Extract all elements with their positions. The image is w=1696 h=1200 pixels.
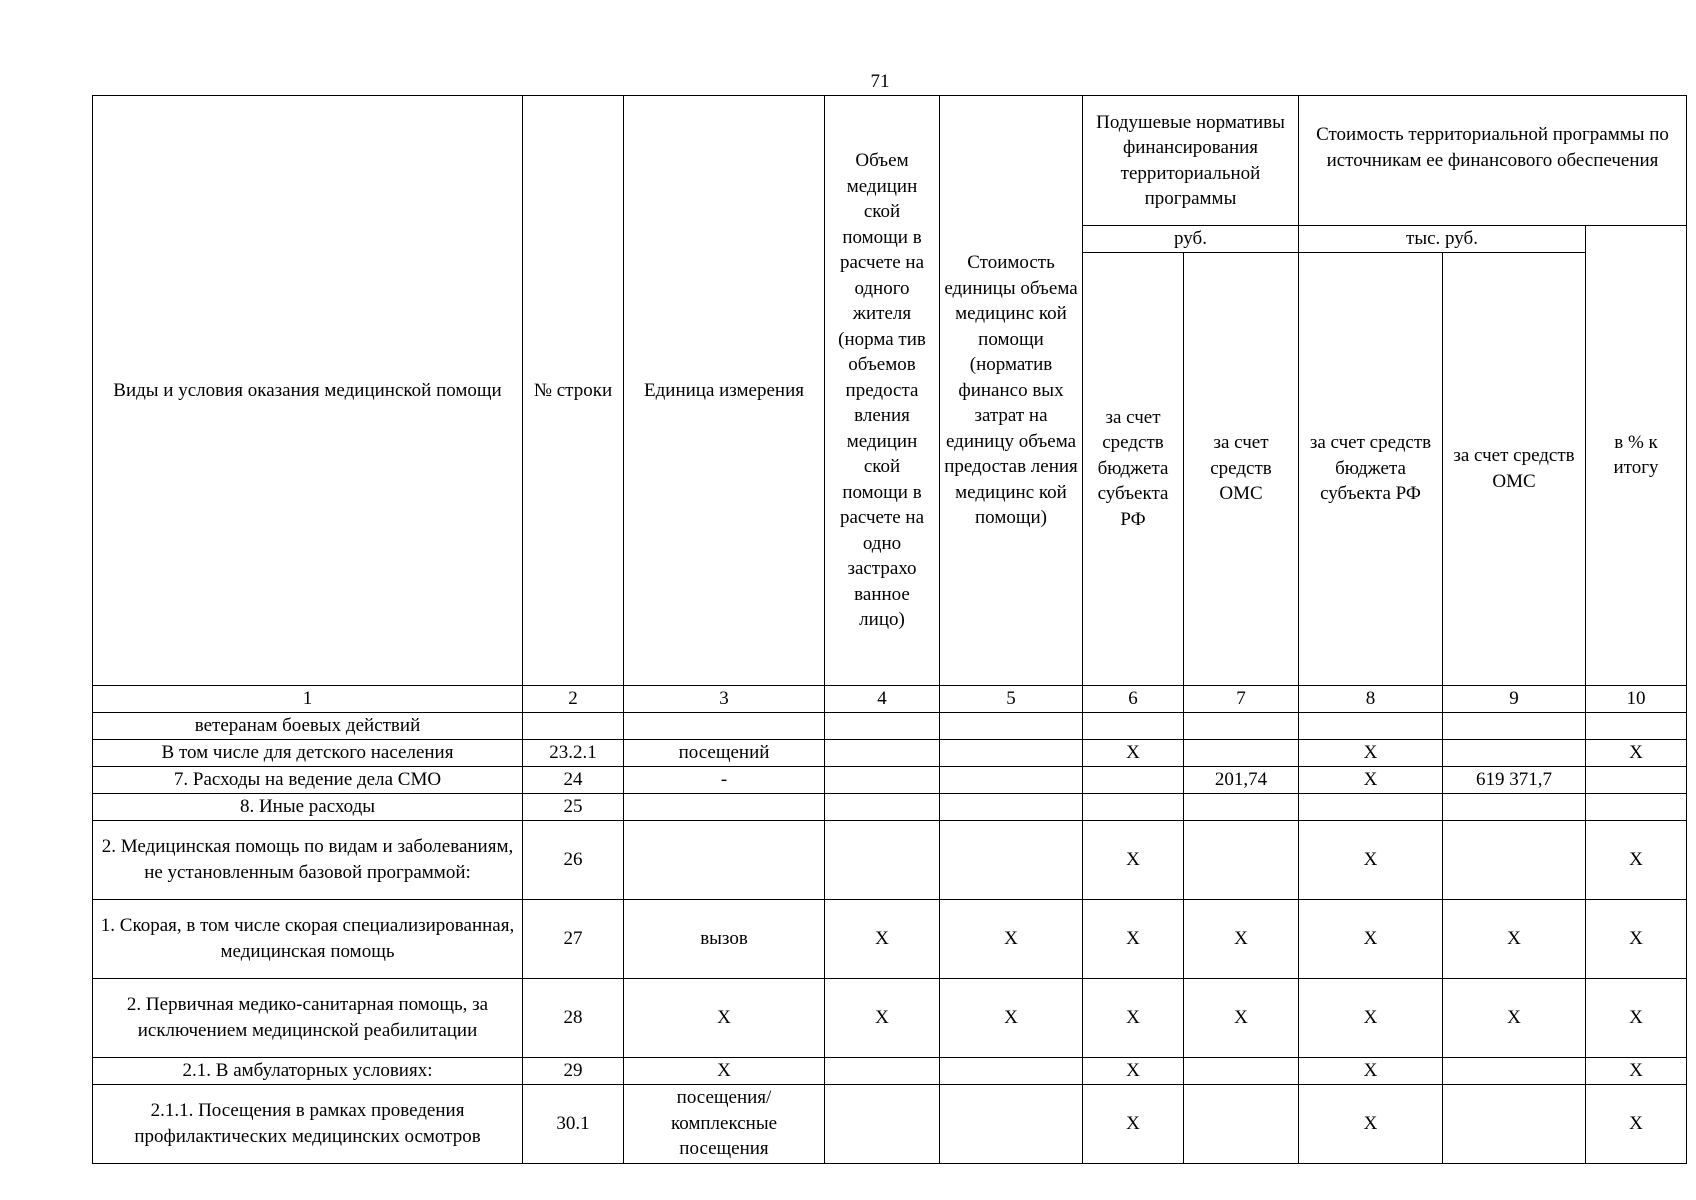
column-number: 6 [1083,685,1184,712]
row-name: В том числе для детского населения [93,739,523,766]
table-cell [1083,793,1184,820]
header-unit-thousand-rub: тыс. руб. [1299,226,1586,253]
table-cell [1443,820,1586,899]
table-row [93,820,1687,899]
row-unit: вызов [624,899,825,978]
table-cell [1184,793,1299,820]
header-activity-type: Виды и условия оказания медицинской помощи [93,96,523,686]
row-number: 30.1 [523,1084,624,1163]
table-cell: X [1184,899,1299,978]
table-cell: X [1299,899,1443,978]
table-cell: X [1586,739,1687,766]
row-number: 25 [523,793,624,820]
header-volume-per-resident: Объем медицин ской помощи в расчете на одного жителя (норма тив объемов предоста вления медицин ской помощи в расчете на одно застрахо ванное лицо) [825,96,940,686]
table-cell [1443,1084,1586,1163]
table-cell [1184,820,1299,899]
column-number: 4 [825,685,940,712]
header-program-cost: Стоимость территориальной программы по источникам ее финансового обеспечения [1299,96,1687,226]
header-normative-regional-budget: за счет средств бюджета субъекта РФ [1083,252,1184,685]
table-row [93,766,1687,793]
table-cell [1184,1057,1299,1084]
table-cell: X [940,899,1083,978]
table-cell [1083,766,1184,793]
table-cell: X [1083,899,1184,978]
column-number: 2 [523,685,624,712]
row-name: 1. Скорая, в том числе скорая специализированная, медицинская помощь [93,899,523,978]
territorial-program-table [92,95,1687,1164]
row-unit [624,712,825,739]
header-unit-cost: Стоимость единицы объема медицинс кой помощи (норматив финансо вых затрат на единицу объема предостав ления медицинс кой помощи) [940,96,1083,686]
table-cell: X [1443,899,1586,978]
table-cell: X [1586,1084,1687,1163]
table-cell: X [1083,1057,1184,1084]
table-cell: X [825,978,940,1057]
column-number: 1 [93,685,523,712]
table-cell [1299,712,1443,739]
table-cell: X [1083,739,1184,766]
row-name: 7. Расходы на ведение дела СМО [93,766,523,793]
row-unit: - [624,766,825,793]
table-cell: X [940,978,1083,1057]
table-cell: X [1083,978,1184,1057]
table-cell: X [825,899,940,978]
table-cell [825,712,940,739]
table-row [93,793,1687,820]
table-cell [1586,712,1687,739]
header-normative-oms: за счет средств ОМС [1184,252,1299,685]
header-cost-oms: за счет средств ОМС [1443,252,1586,685]
table-cell: X [1184,978,1299,1057]
table-cell [1443,712,1586,739]
row-unit [624,820,825,899]
row-number: 28 [523,978,624,1057]
table-cell [1443,1057,1586,1084]
table-cell: X [1586,899,1687,978]
row-number [523,712,624,739]
table-cell: X [1299,1084,1443,1163]
header-row-number: № строки [523,96,624,686]
row-number: 27 [523,899,624,978]
table-row [93,1057,1687,1084]
table-row [93,978,1687,1057]
row-unit [624,793,825,820]
table-cell: X [1586,978,1687,1057]
column-number: 7 [1184,685,1299,712]
table-cell: X [1083,820,1184,899]
table-row [93,739,1687,766]
table-cell [940,820,1083,899]
table-cell [1586,766,1687,793]
table-cell [940,1057,1083,1084]
table-cell [1184,739,1299,766]
table-cell [1299,793,1443,820]
row-name: 8. Иные расходы [93,793,523,820]
row-number: 23.2.1 [523,739,624,766]
table-cell: X [1443,978,1586,1057]
row-name: 2.1. В амбулаторных условиях: [93,1057,523,1084]
table-cell [940,712,1083,739]
row-name: 2.1.1. Посещения в рамках проведения профилактических медицинских осмотров [93,1084,523,1163]
table-cell [940,739,1083,766]
header-cost-regional-budget: за счет средств бюджета субъекта РФ [1299,252,1443,685]
column-number: 9 [1443,685,1586,712]
table-cell [825,1057,940,1084]
table-cell [825,1084,940,1163]
table-row [93,899,1687,978]
column-numbers-row [93,685,1687,712]
table-cell: 619 371,7 [1443,766,1586,793]
table-cell [940,766,1083,793]
table-cell: X [1299,739,1443,766]
table-cell [1083,712,1184,739]
table-row [93,712,1687,739]
header-unit-of-measure: Единица измерения [624,96,825,686]
row-name: ветеранам боевых действий [93,712,523,739]
table-cell [1184,1084,1299,1163]
table-cell: X [1083,1084,1184,1163]
table-row [93,1084,1687,1163]
table-cell [1443,739,1586,766]
table-cell [825,820,940,899]
column-number: 10 [1586,685,1687,712]
page-number: 71 [870,71,890,92]
row-unit: посещения/ комплексные посещения [624,1084,825,1163]
table-cell: X [1299,1057,1443,1084]
row-unit: X [624,1057,825,1084]
header-per-capita-normatives: Подушевые нормативы финансирования территориальной программы [1083,96,1299,226]
table-cell [940,1084,1083,1163]
row-number: 26 [523,820,624,899]
table-cell [1184,712,1299,739]
row-number: 24 [523,766,624,793]
table-cell [1443,793,1586,820]
column-number: 3 [624,685,825,712]
table-cell: X [1586,1057,1687,1084]
table-cell [825,793,940,820]
column-number: 5 [940,685,1083,712]
table-cell: X [1299,820,1443,899]
row-number: 29 [523,1057,624,1084]
table-cell [825,766,940,793]
row-name: 2. Медицинская помощь по видам и заболеваниям, не установленным базовой программой: [93,820,523,899]
column-number: 8 [1299,685,1443,712]
table-cell: 201,74 [1184,766,1299,793]
table-cell: X [1586,820,1687,899]
table-cell [940,793,1083,820]
table-cell [825,739,940,766]
header-unit-rub: руб. [1083,226,1299,253]
header-percent-of-total: в % к итогу [1586,226,1687,686]
row-unit: X [624,978,825,1057]
table-cell [1586,793,1687,820]
row-unit: посещений [624,739,825,766]
table-cell: X [1299,978,1443,1057]
row-name: 2. Первичная медико-санитарная помощь, за исключением медицинской реабилитации [93,978,523,1057]
table-cell: X [1299,766,1443,793]
